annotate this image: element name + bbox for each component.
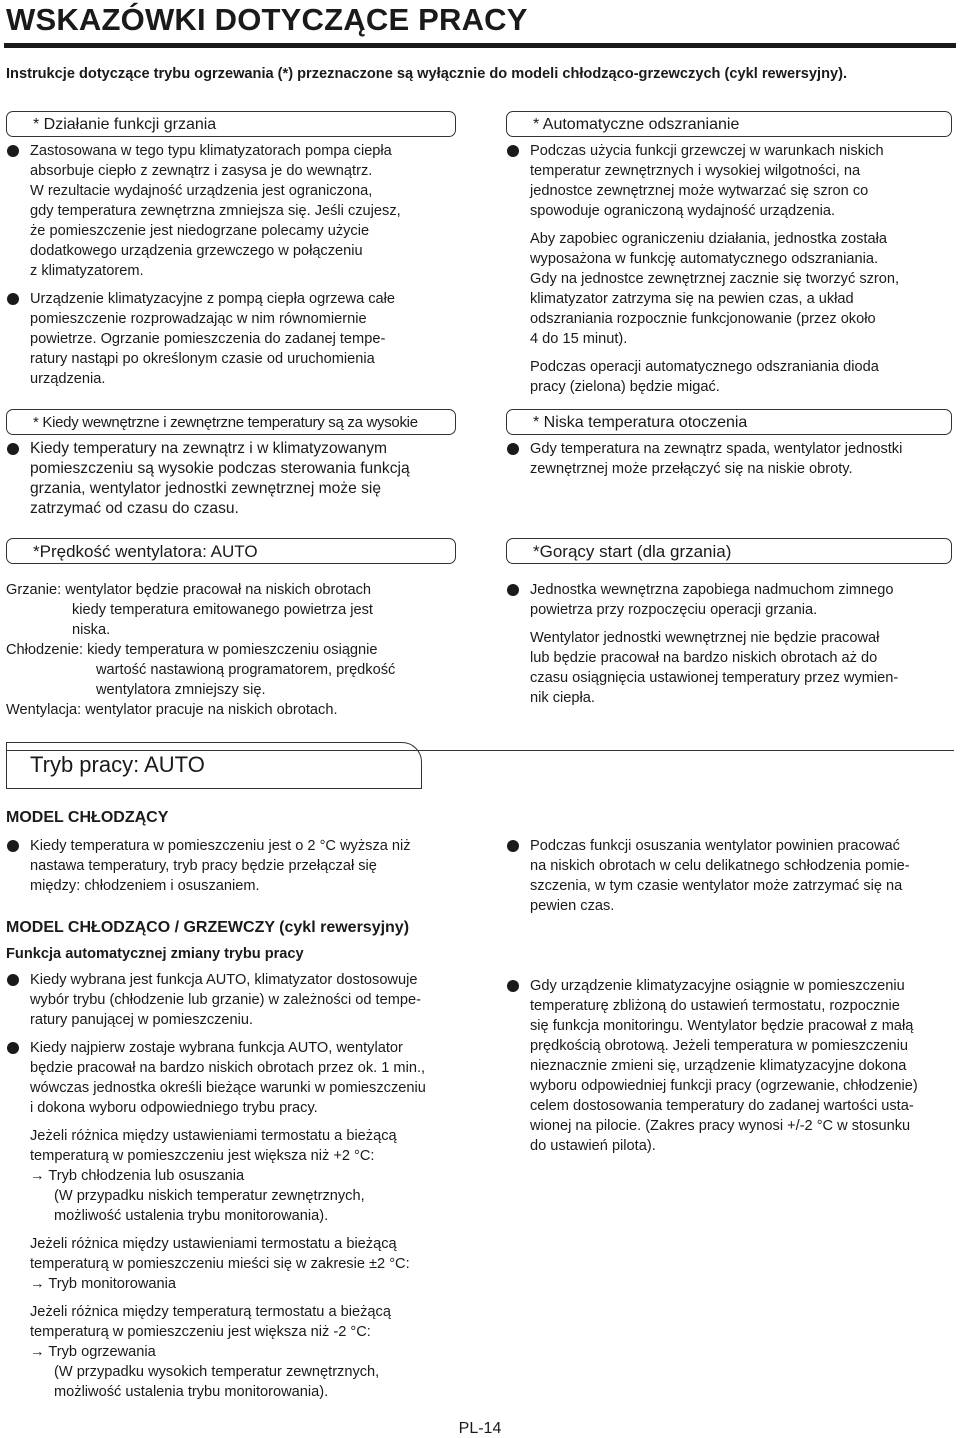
list-item (6, 141, 456, 281)
bullet-icon (7, 840, 19, 852)
hotstart-heading: *Gorący start (dla grzania) (506, 538, 952, 564)
fan-ventilation-line: Wentylacja: wentylator pracuje na niskich obrotach. (6, 702, 338, 718)
defrost-heading: * Automatyczne odszranianie (506, 111, 952, 137)
bullet-icon (507, 584, 519, 596)
heating-mode-arrow: → Tryb ogrzewania (30, 1344, 156, 1360)
fan-cooling-line: Chłodzenie: kiedy temperatura w pomieszczeniu osiągnie (6, 642, 378, 658)
list-item: Gdy temperatura na zewnątrz spada, wentylator jednostki zewnętrznej może przełączyć się na niskie obroty. (506, 439, 952, 479)
case-plus-two: Jeżeli różnica między ustawieniami termostatu a bieżącą temperaturą w pomieszczeniu jest większa niż +2 °C: (30, 1128, 397, 1164)
cooling-model-heading: MODEL CHŁODZĄCY (6, 809, 169, 826)
reversible-model-heading: MODEL CHŁODZĄCO / GRZEWCZY (cykl rewersyjny) (6, 919, 410, 936)
fan-heating-line: Grzanie: wentylator będzie pracował na niskich obrotach (6, 582, 372, 598)
auto-right-column (506, 836, 952, 924)
monitor-mode-arrow: → Tryb monitorowania (30, 1276, 176, 1292)
bullet-icon (7, 443, 19, 455)
defrost-paragraph-2: Podczas operacji automatycznego odszraniania dioda pracy (zielona) będzie migać. (530, 359, 879, 395)
page-title: WSKAZÓWKI DOTYCZĄCE PRACY (6, 2, 528, 37)
auto-heading: Tryb pracy: AUTO (30, 752, 205, 777)
case-range: Jeżeli różnica między ustawieniami termostatu a bieżącą temperaturą w pomieszczeniu mieści się w zakresie ±2 °C: (30, 1236, 410, 1272)
bullet-icon (7, 974, 19, 986)
bullet-icon (7, 293, 19, 305)
heating-bullet-2: Urządzenie klimatyzacyjne z pompą ciepła ogrzewa całe pomieszczenie rozprowadzając w nim równomiernie powietrze. Ogrzanie pomieszczenia do zadanej tempe- ratury nastąpi po określonym czasie od uruchomienia urządzenia. (30, 291, 396, 387)
bullet-icon (7, 1042, 19, 1054)
hightemp-section (6, 439, 456, 527)
heating-section (6, 141, 456, 397)
bullet-icon (507, 980, 519, 992)
list-item: Podczas użycia funkcji grzewczej w warunkach niskich temperatur zewnętrznych i wysokiej wilgotności, na jednostce zewnętrznej może wytwarzać się szron co spowoduje ograniczoną wydajność urządzenia. (506, 141, 952, 221)
hotstart-paragraph: Wentylator jednostki wewnętrznej nie będzie pracował lub będzie pracował na bardzo niskich obrotach aż do czasu osiągnięcia ustawionej temperatury przez wymien- nik ciepła. (530, 630, 899, 706)
bullet-icon (507, 145, 519, 157)
list-item: Podczas funkcji osuszania wentylator powinien pracować na niskich obrotach w celu delikatnego schłodzenia pomie- szczenia, w tym czasie wentylator może zatrzymać się na pewien czas. (506, 836, 952, 916)
fan-heading: *Prędkość wentylatora: AUTO (6, 538, 456, 564)
lowtemp-section (506, 439, 952, 487)
page-number: PL-14 (458, 1420, 502, 1437)
list-item: Kiedy temperatura w pomieszczeniu jest o 2 °C wyższa niż nastawa temperatury, tryb pracy będzie przełączał się między: chłodzeniem i osuszaniem. (6, 836, 476, 896)
fan-section: Grzanie: wentylator będzie pracował na niskich obrotach kiedy temperatura emitowanego powietrza jest niska. Chłodzenie: kiedy temperatura w pomieszczeniu osiągnie wartość nastawioną programatorem, prędkość wentylatora zmniejszy się. Wentylacja: wentylator pracuje na niskich obrotach. (6, 580, 456, 720)
list-item: Kiedy wybrana jest funkcja AUTO, klimatyzator dostosowuje wybór trybu (chłodzenie lub grzanie) w zależności od tempe- ratury panującej w pomieszczeniu. (6, 970, 476, 1030)
list-item: Kiedy temperatury na zewnątrz i w klimatyzowanym pomieszczeniu są wysokie podczas sterowania funkcją grzania, wentylator jednostki zewnętrznej może się zatrzymać od czasu do czasu. (6, 439, 456, 519)
lowtemp-heading: * Niska temperatura otoczenia (506, 409, 952, 435)
heating-bullet-1: Zastosowana w tego typu klimatyzatorach pompa ciepła absorbuje ciepło z zewnątrz i zasysa je do wewnątrz. W rezultacie wydajność urządzenia jest ograniczona, gdy temperatura zewnętrzna zmniejsza się. Jeśli czujesz, że pomieszczenie jest niedogrzane polecamy użycie dodatkowego urządzenia grzewczego w połączeniu z klimatyzatorem. (30, 143, 401, 279)
bullet-icon (507, 840, 519, 852)
hightemp-heading: * Kiedy wewnętrzne i zewnętrzne temperatury są za wysokie (6, 409, 456, 435)
bullet-icon (507, 443, 519, 455)
list-item: Gdy urządzenie klimatyzacyjne osiągnie w pomieszczeniu temperaturę zbliżoną do ustawień termostatu, rozpocznie się funkcja monitoringu. Wentylator będzie pracował z małą prędkością obrotową. Jeżeli temperatura w pomieszczeniu nieznacznie zmieni się, urządzenie klimatyzacyjne dokona wyboru odpowiedniej funkcji pracy (ogrzewanie, chłodzenie) celem dostosowania temperatury do zadanej wartości ustа- wionej na pilocie. (Zakres pracy wynosi +/-2 °C w stosunku do ustawień pilota). (506, 976, 952, 1156)
hotstart-section (506, 580, 952, 716)
list-item: Kiedy najpierw zostaje wybrana funkcja AUTO, wentylator będzie pracował na bardzo niskich obrotach przez ok. 1 min., wówczas jednostka określi bieżące warunki w pomieszczeniu i dokona wyboru odpowiedniego trybu pracy. (6, 1038, 476, 1118)
list-item: Jednostka wewnętrzna zapobiega nadmuchom zimnego powietrza przy rozpoczęciu operacji grzania. (506, 580, 952, 620)
intro-note: Instrukcje dotyczące trybu ogrzewania (*) przeznaczone są wyłącznie do modeli chłodząco-grzewczych (cykl rewersyjny). (6, 66, 848, 82)
title-underline (4, 43, 956, 48)
defrost-paragraph-1: Aby zapobiec ograniczeniu działania, jednostka została wyposażona w funkcję automatycznego odszraniania. Gdy na jednostce zewnętrznej zacznie się tworzyć szron, klimatyzator zatrzyma się na pewien czas, a układ odszraniania rozpocznie funkcjonowanie (przez około 4 do 15 minut). (530, 231, 900, 347)
list-item (6, 289, 456, 389)
auto-monitor-column (506, 976, 952, 1164)
bullet-icon (7, 145, 19, 157)
auto-change-heading: Funkcja automatycznej zmiany trybu pracy (6, 946, 304, 962)
defrost-section (506, 141, 952, 405)
case-minus-two: Jeżeli różnica między temperaturą termostatu a bieżącą temperaturą w pomieszczeniu jest większa niż -2 °C: (30, 1304, 391, 1340)
heating-heading: * Działanie funkcji grzania (6, 111, 456, 137)
cooling-mode-arrow: → Tryb chłodzenia lub osuszania (30, 1168, 245, 1184)
auto-left-column: MODEL CHŁODZĄCY Kiedy temperatura w pomieszczeniu jest o 2 °C wyższa niż nastawa temperatury, tryb pracy będzie przełączał się między: chłodzeniem i osuszaniem. MODEL CHŁODZĄCO / GRZEWCZY (cykl rewersyjny) Funkcja automatycznej zmiany trybu pracy Kiedy wybrana jest funkcja AUTO, klimatyzator dostosowuje wybór trybu (chłodzenie lub grzanie) w zależności od tempe- ratury panującej w pomieszczeniu. Kiedy najpierw zostaje wybrana funkcja AUTO, wentylator będzie pracował na bardzo niskich obrotach przez ok. 1 min., wówczas jednostka określi bieżące warunki w pomieszczeniu i dokona wyboru odpowiedniego trybu pracy. Jeżeli różnica między ustawieniami termostatu a bieżącą temperaturą w pomieszczeniu jest większa niż +2 °C: → Tryb chłodzenia lub osuszania (W przypadku niskich temperatur zewnętrznych, możliwość ustalenia trybu monitorowania). Jeżeli różnica między ustawieniami termostatu a bieżącą temperaturą w pomieszczeniu mieści się w zakresie ±2 °C: → Tryb monitorowania Jeżeli różnica między temperaturą termostatu a bieżącą temperaturą w pomieszczeniu jest większa niż -2 °C: → Tryb ogrzewania (W przypadku wysokich temperatur zewnętrznych, możliwość ustalenia trybu monitorowania). (6, 808, 476, 1402)
